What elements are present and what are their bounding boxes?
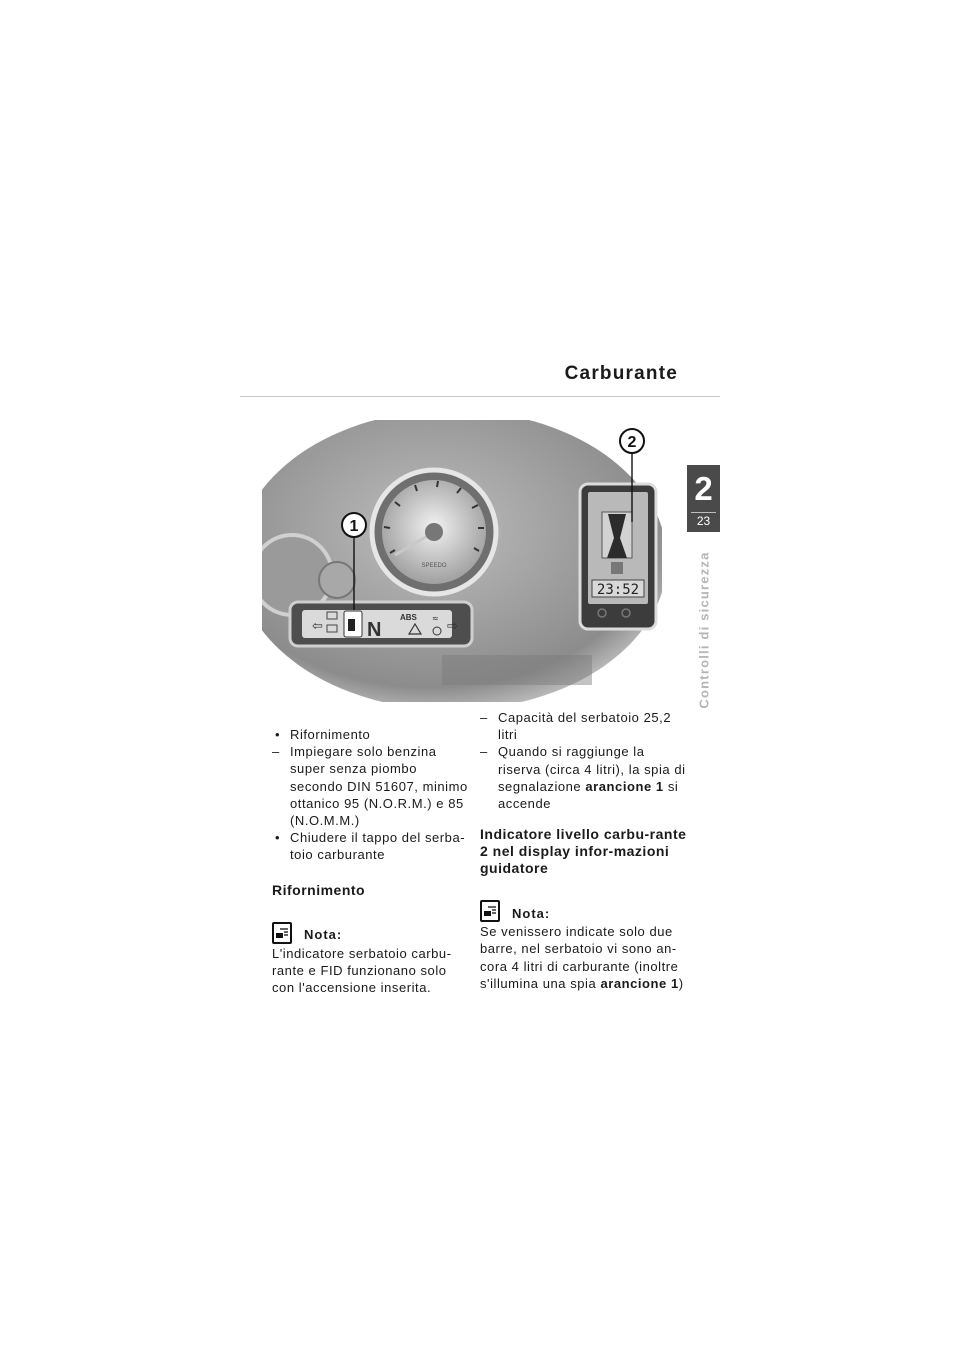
bullet-item: • Chiudere il tappo del serba-toio carburante: [275, 830, 466, 863]
note-label: Nota:: [512, 906, 551, 922]
note-icon: [272, 922, 292, 944]
svg-text:⇦: ⇦: [312, 619, 323, 634]
section-heading: Rifornimento: [272, 881, 366, 898]
chapter-tab: [687, 465, 720, 532]
section-side-label: Controlli di sicurezza: [696, 551, 712, 709]
dashboard-photo: [262, 420, 662, 702]
chapter-divider: [691, 512, 716, 513]
dash-item: – Impiegare solo benzina super senza piombo secondo DIN 51607, minimo ottanico 95 (N.O.R.M.) e 85 (N.O.M.M.): [272, 744, 468, 829]
note-label: Nota:: [304, 927, 343, 943]
note-text: Se venissero indicate solo due barre, nel serbatoio vi sono an-cora 4 litri di carburante (inoltre s'illumina una spia arancione 1): [480, 924, 684, 991]
note-header: [480, 900, 690, 922]
bullet-item: • Rifornimento: [275, 727, 371, 742]
note-text: L'indicatore serbatoio carbu-rante e FID funzionano solo con l'accensione inserita.: [272, 945, 452, 996]
section-heading: Indicatore livello carbu-rante 2 nel display infor-mazioni guidatore: [480, 826, 687, 877]
svg-text:2: 2: [627, 434, 637, 451]
note-header: [272, 922, 472, 944]
right-column: [480, 709, 690, 992]
svg-text:⇨: ⇨: [447, 619, 458, 634]
chapter-number: 2: [694, 470, 713, 507]
page-title: Carburante: [564, 363, 678, 384]
clock-display: 23:52: [596, 582, 640, 598]
title-divider: [240, 396, 720, 397]
neutral-indicator: N: [367, 619, 382, 641]
note-icon: [480, 900, 500, 922]
page-number: 23: [696, 514, 711, 528]
left-column: [272, 726, 472, 996]
abs-indicator: ABS: [400, 613, 417, 622]
dash-item: – Quando si raggiunge la riserva (circa 4 litri), la spia di segnalazione arancione 1 si accende: [480, 744, 686, 812]
svg-text:≈: ≈: [432, 614, 439, 623]
dash-item: – Capacità del serbatoio 25,2 litri: [480, 710, 672, 743]
svg-text:1: 1: [349, 518, 359, 535]
speedo-label: SPEEDO: [421, 563, 447, 569]
